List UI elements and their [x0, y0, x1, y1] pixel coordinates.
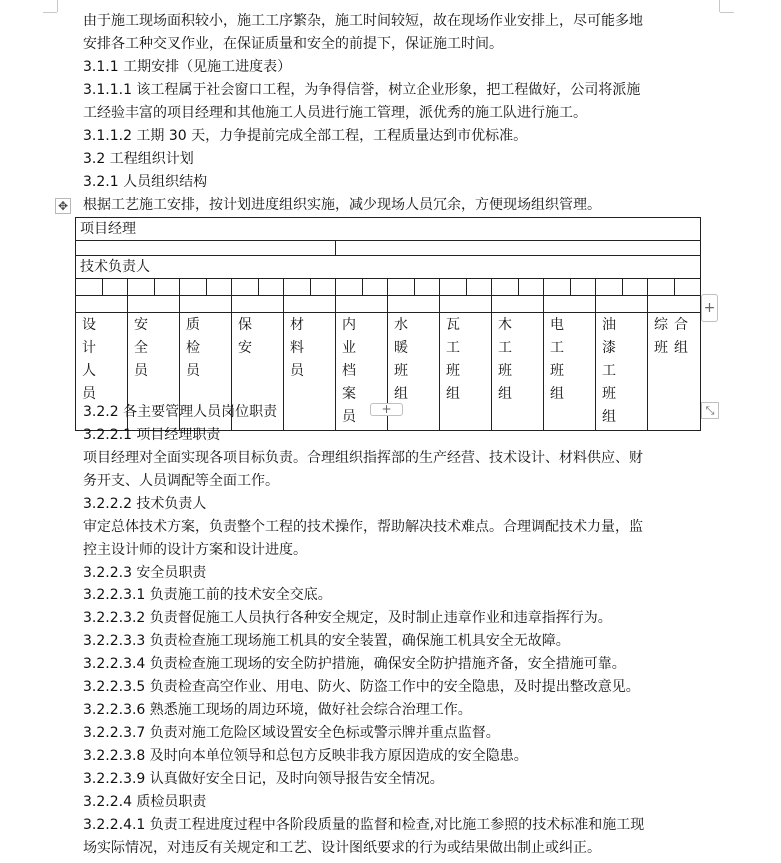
table-cell[interactable] [128, 296, 180, 313]
text-line: 务开支、人员调配等全面工作。 [83, 473, 279, 489]
heading-3-2-2: 3.2.2 各主要管理人员岗位职责 [83, 404, 278, 420]
text-line: 控主设计师的设计方案和设计进度。 [83, 542, 307, 558]
table-cell-role[interactable]: 电工班组 [544, 313, 596, 431]
table-cell-role[interactable]: 瓦工班组 [440, 313, 492, 431]
list-item: 3.2.2.3.9 认真做好安全日记，及时向领导报告安全情况。 [83, 771, 444, 787]
table-cell[interactable] [648, 279, 701, 296]
heading-3-2: 3.2 工程组织计划 [83, 151, 194, 167]
table-cell[interactable] [128, 279, 180, 296]
text-line: 3.2.2.4.1 负责工程进度过程中各阶段质量的监督和检查,对比施工参照的技术标准和施工现 [83, 817, 645, 833]
list-item: 3.2.2.3.5 负责检查高空作业、用电、防火、防盗工作中的安全隐患，及时提出整改意见。 [83, 679, 640, 695]
table-cell-role[interactable]: 质检员 [180, 313, 232, 431]
page-corner-mark-right-h [720, 12, 734, 13]
table-cell-role[interactable]: 保安 [232, 313, 284, 431]
table-cell[interactable] [596, 279, 648, 296]
safety-duties-list [83, 584, 695, 791]
table-cell[interactable] [180, 279, 232, 296]
list-item: 3.2.2.3.8 及时向本单位领导和总包方反映非我方原因造成的安全隐患。 [83, 748, 528, 764]
table-cell-manager[interactable]: 项目经理 [76, 218, 701, 241]
text-line: 项目经理对全面实现各项目标负责。合理组织指挥部的生产经营、技术设计、材料供应、财 [83, 450, 643, 466]
table-cell-tech-lead[interactable]: 技术负责人 [76, 256, 701, 279]
table-cell[interactable] [648, 296, 701, 313]
table-cell[interactable] [388, 279, 440, 296]
paragraph-3-2-2-2 [83, 516, 695, 562]
table-cell-role[interactable]: 材料员 [284, 313, 336, 431]
table-cell-role[interactable]: 设计人员 [76, 313, 128, 431]
add-column-button[interactable]: + [701, 294, 718, 322]
table-cell[interactable] [284, 296, 336, 313]
list-item: 3.2.2.3.2 负责督促施工人员执行各种安全规定，及时制止违章作业和违章指挥行为。 [83, 610, 612, 626]
table-cell[interactable] [232, 279, 284, 296]
table-cell[interactable] [76, 279, 128, 296]
table-cell[interactable] [440, 296, 492, 313]
table-cell[interactable] [492, 296, 544, 313]
list-item: 3.2.2.3.4 负责检查施工现场的安全防护措施，确保安全防护措施齐备，安全措施可靠。 [83, 656, 626, 672]
table-resize-icon[interactable]: ⤡ [701, 402, 719, 419]
heading-3-2-2-3: 3.2.2.3 安全员职责 [83, 565, 207, 581]
paragraph-3-2-2-4-1 [83, 814, 695, 860]
table-cell[interactable] [388, 296, 440, 313]
paragraph-3-2-1: 根据工艺施工安排，按计划进度组织实施，减少现场人员冗余，方便现场组织管理。 [83, 197, 601, 213]
text-line: 由于施工现场面积较小，施工工序繁杂，施工时间较短，故在现场作业安排上，尽可能多地 [83, 13, 643, 29]
table-cell[interactable] [76, 241, 336, 256]
table-cell[interactable] [232, 296, 284, 313]
table-cell[interactable] [284, 279, 336, 296]
text-line: 工经验丰富的项目经理和其他施工人员进行施工管理，派优秀的施工队进行施工。 [83, 105, 587, 121]
table-cell-role[interactable]: 内业档案员 [336, 313, 388, 431]
text-line: 审定总体技术方案，负责整个工程的技术操作，帮助解决技术难点。合理调配技术力量，监 [83, 519, 643, 535]
page-corner-mark-right [719, 0, 720, 12]
heading-3-2-2-2: 3.2.2.2 技术负责人 [83, 496, 207, 512]
page-corner-mark-left [57, 0, 58, 12]
table-cell[interactable] [336, 296, 388, 313]
heading-3-2-2-1: 3.2.2.1 项目经理职责 [83, 427, 221, 443]
table-cell[interactable] [440, 279, 492, 296]
table-cell[interactable] [336, 279, 388, 296]
paragraph-3-1-1-2: 3.1.1.2 工期 30 天，力争提前完成全部工程，工程质量达到市优标准。 [83, 128, 528, 144]
table-cell[interactable] [596, 296, 648, 313]
heading-3-1-1: 3.1.1 工期安排（见施工进度表） [83, 59, 292, 75]
text-line: 3.1.1.1 该工程属于社会窗口工程，为争得信誉，树立企业形象，把工程做好，公司将派施 [83, 82, 641, 98]
list-item: 3.2.2.3.1 负责施工前的技术安全交底。 [83, 587, 332, 603]
page-corner-mark-left-h [43, 12, 57, 13]
table-cell-role[interactable]: 综合班组 [648, 313, 701, 431]
paragraph-intro [83, 10, 695, 56]
table-cell-role[interactable]: 水暖班组 [388, 313, 440, 431]
table-move-handle-icon[interactable]: ✥ [55, 198, 71, 214]
table-cell[interactable] [492, 279, 544, 296]
text-line: 安排各工种交叉作业，在保证质量和安全的前提下，保证施工时间。 [83, 36, 503, 52]
table-cell-role[interactable]: 油漆工班组 [596, 313, 648, 431]
table-cell[interactable] [544, 279, 596, 296]
list-item: 3.2.2.3.6 熟悉施工现场的周边环境，做好社会综合治理工作。 [83, 702, 472, 718]
heading-3-2-2-4: 3.2.2.4 质检员职责 [83, 794, 207, 810]
table-cell[interactable] [336, 241, 701, 256]
table-cell[interactable] [544, 296, 596, 313]
table-cell[interactable] [76, 296, 128, 313]
table-cell-role[interactable]: 木工班组 [492, 313, 544, 431]
list-item: 3.2.2.3.7 负责对施工危险区域设置安全色标或警示牌并重点监督。 [83, 725, 500, 741]
paragraph-3-1-1-1 [83, 79, 695, 125]
add-row-button[interactable]: + [370, 403, 403, 416]
heading-3-2-1: 3.2.1 人员组织结构 [83, 174, 208, 190]
list-item: 3.2.2.3.3 负责检查施工现场施工机具的安全装置，确保施工机具安全无故障。 [83, 633, 570, 649]
paragraph-3-2-2-1 [83, 447, 695, 493]
table-cell-role[interactable]: 安全员 [128, 313, 180, 431]
org-structure-table[interactable] [75, 217, 701, 431]
table-cell[interactable] [180, 296, 232, 313]
text-line: 场实际情况，对违反有关规定和工艺、设计图纸要求的行为或结果做出制止或纠正。 [83, 840, 601, 856]
